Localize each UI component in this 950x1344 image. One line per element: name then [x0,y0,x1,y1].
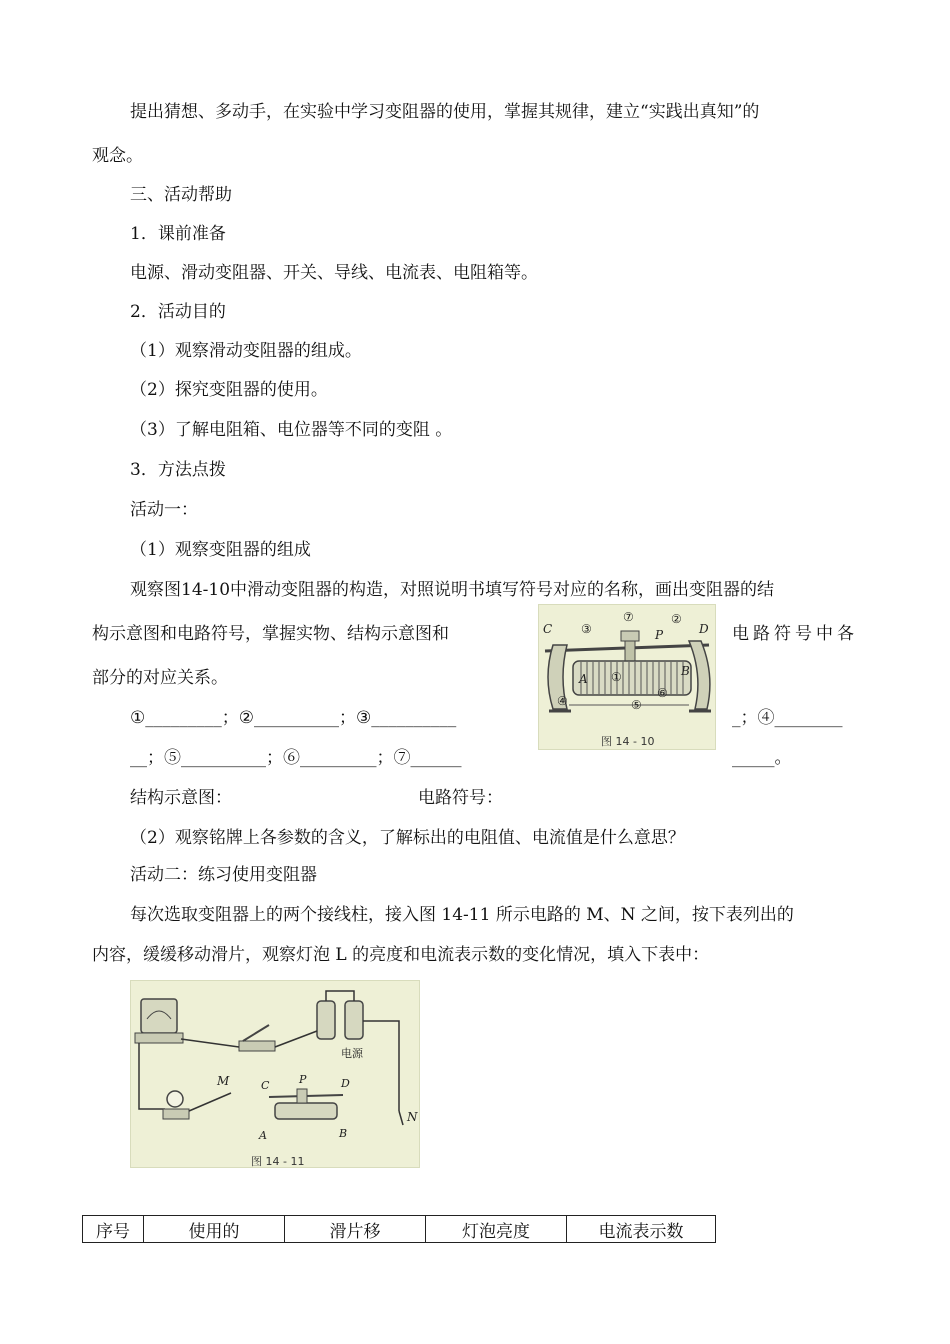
paragraph-line: 观察图14-10中滑动变阻器的构造，对照说明书填写符号对应的名称，画出变阻器的结 [130,580,775,600]
circuit-illustration [131,981,419,1167]
list-item: （1）观察变阻器的组成 [130,540,311,560]
table-header-row [83,1216,716,1243]
table-header-cell: 灯泡亮度 [426,1216,567,1243]
label-c: C [261,1079,270,1092]
label-n: N [407,1110,418,1124]
paragraph-line: 活动一： [130,500,198,520]
label-n2: ② [671,612,682,626]
table-header-cell: 使用的 [144,1216,285,1243]
label-a: A [259,1129,267,1142]
list-item: （3）了解电阻箱、电位器等不同的变阻 。 [130,420,453,440]
paragraph-line: 观念。 [92,146,143,166]
section-heading: 三、活动帮助 [130,185,232,205]
label-line: 电路符号： [418,788,503,808]
label-n4: ④ [557,694,568,708]
label-power-source: 电源 [341,1047,363,1060]
circuit-figure [130,980,420,1168]
blank-line: _；④________ [732,708,843,728]
list-item: （1）观察滑动变阻器的组成。 [130,341,362,361]
list-item: （2）观察铭牌上各参数的含义，了解标出的电阻值、电流值是什么意思？ [130,828,685,848]
table-header-cell: 序号 [83,1216,144,1243]
subheading: 3．方法点拨 [130,460,226,480]
table-header-cell: 滑片移 [285,1216,426,1243]
rheostat-figure [538,604,716,750]
label-d: D [341,1077,350,1090]
paragraph-line: 电路符号中各 [732,624,858,644]
figure-caption: 图 14 - 10 [601,735,655,748]
blank-line: _____。 [732,748,792,768]
label-n3: ③ [581,622,592,636]
data-table [82,1215,716,1243]
blank-line: ①_________；②__________；③__________ [130,708,457,728]
label-n6: ⑥ [657,686,668,700]
label-p: P [299,1073,307,1086]
label-line: 结构示意图： [130,788,232,808]
label-m: M [217,1074,230,1088]
subheading: 1．课前准备 [130,224,226,244]
label-c: C [543,622,553,636]
table-header-cell: 电流表示数 [567,1216,716,1243]
figure-caption: 图 14 - 11 [251,1155,305,1168]
list-item: （2）探究变阻器的使用。 [130,380,328,400]
label-b: B [339,1127,348,1140]
label-b: B [681,664,690,678]
blank-line: __；⑤__________；⑥_________；⑦______ [130,748,462,768]
rheostat-illustration [539,605,715,749]
paragraph-line: 活动二：练习使用变阻器 [130,865,317,885]
label-n5: ⑤ [631,698,642,712]
paragraph-line: 电源、滑动变阻器、开关、导线、电流表、电阻箱等。 [130,263,538,283]
label-a: A [579,672,588,686]
paragraph-line: 内容，缓缓移动滑片，观察灯泡 L 的亮度和电流表示数的变化情况，填入下表中： [92,945,710,965]
label-d: D [699,622,709,636]
label-n7: ⑦ [623,610,634,624]
label-p: P [655,628,664,642]
paragraph-line: 每次选取变阻器上的两个接线柱，接入图 14-11 所示电路的 M、N 之间，按下表列出的 [130,905,794,925]
paragraph-line: 提出猜想、多动手，在实验中学习变阻器的使用，掌握其规律，建立“实践出真知”的 [130,102,760,122]
subheading: 2．活动目的 [130,302,226,322]
label-n1: ① [611,670,622,684]
paragraph-line: 部分的对应关系。 [92,668,228,688]
paragraph-line: 构示意图和电路符号，掌握实物、结构示意图和 [92,624,449,644]
